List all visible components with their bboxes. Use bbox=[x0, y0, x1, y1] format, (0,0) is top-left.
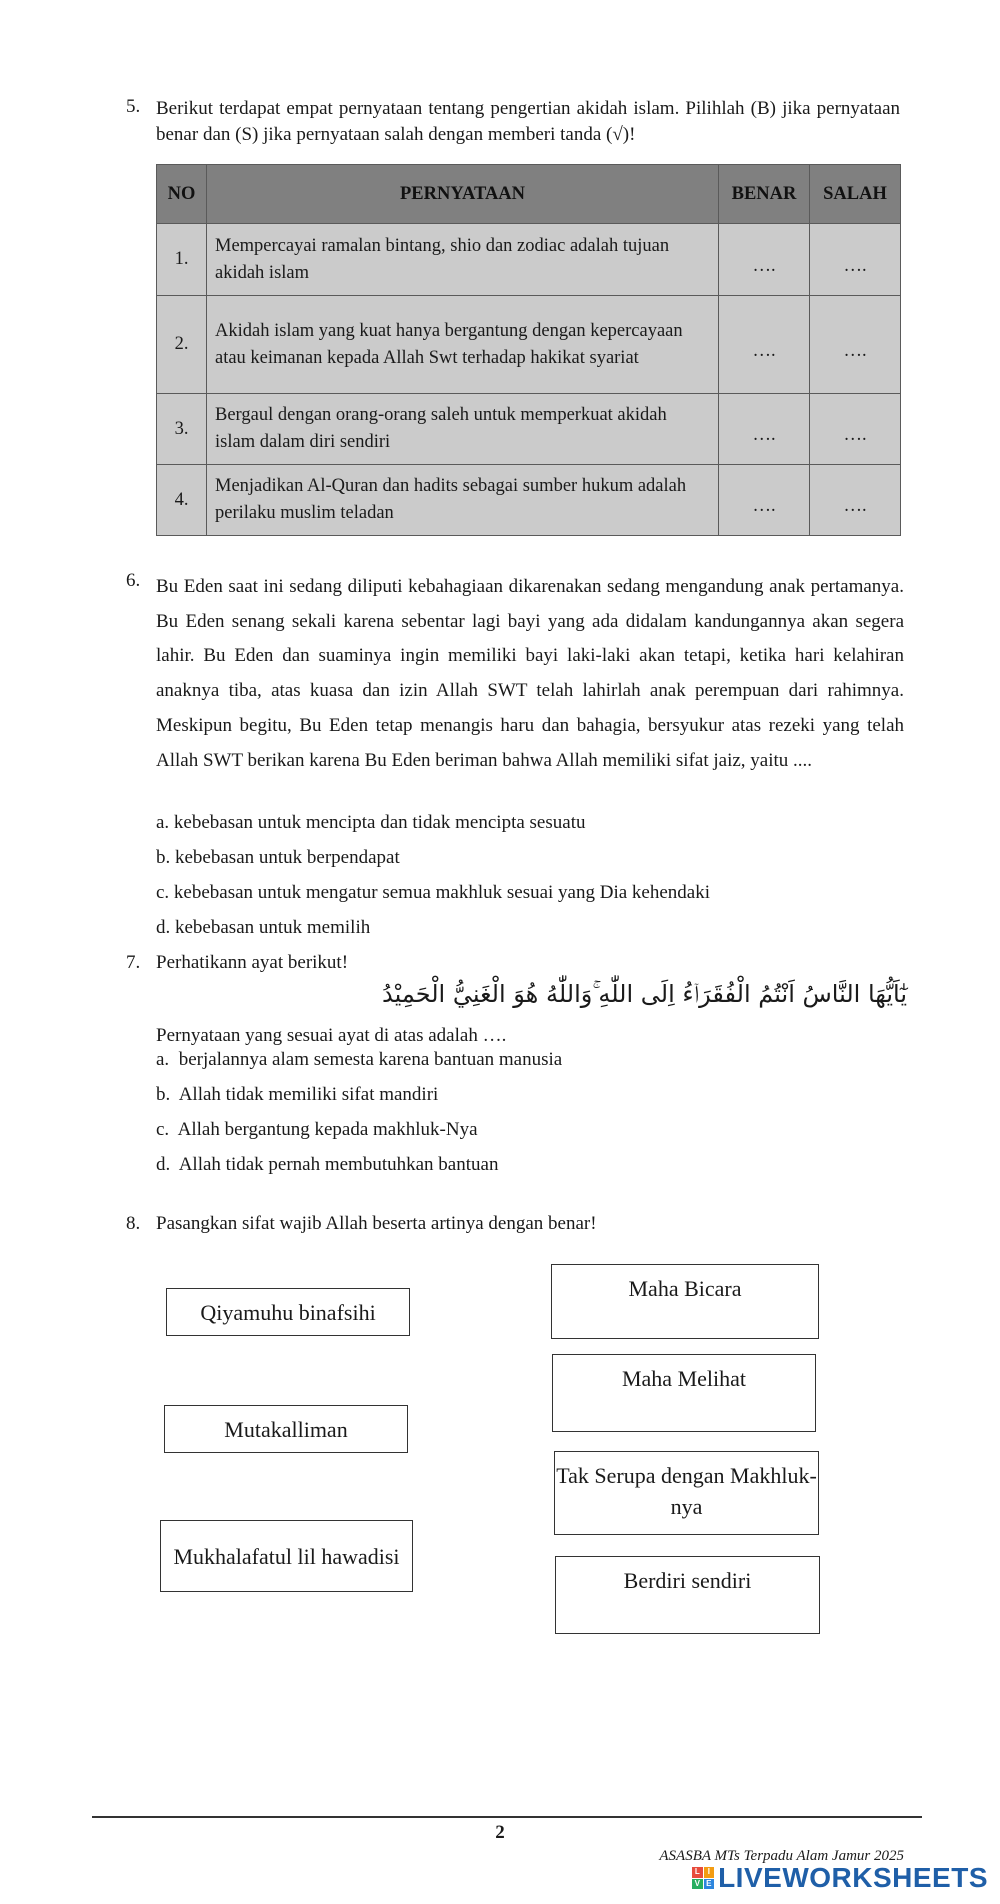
q7-question: Pernyataan yang sesuai ayat di atas adalah …. bbox=[156, 1025, 507, 1046]
row-number: 1. bbox=[157, 224, 207, 296]
row-statement: Menjadikan Al-Quran dan hadits sebagai sumber hukum adalah perilaku muslim teladan bbox=[207, 465, 719, 536]
q7-number: 7. bbox=[126, 952, 141, 973]
q6-option-c[interactable]: c. kebebasan untuk mengatur semua makhluk sesuai yang Dia kehendaki bbox=[156, 882, 710, 903]
option-letter: d. bbox=[156, 1154, 171, 1175]
q7-option-b[interactable] bbox=[156, 1084, 438, 1106]
q7-prompt: Perhatikann ayat berikut! bbox=[156, 952, 349, 973]
row-number: 2. bbox=[157, 296, 207, 394]
q7-option-a[interactable] bbox=[156, 1049, 562, 1071]
q8-number: 8. bbox=[126, 1213, 141, 1234]
salah-answer-blank[interactable]: …. bbox=[810, 465, 901, 536]
salah-answer-blank[interactable]: …. bbox=[810, 296, 901, 394]
option-text: Allah bergantung kepada makhluk-Nya bbox=[177, 1119, 478, 1140]
liveworksheets-mark-icon bbox=[692, 1867, 714, 1889]
row-statement: Akidah islam yang kuat hanya bergantung dengan kepercayaan atau keimanan kepada Allah Swt terhadap hakikat syariat bbox=[207, 296, 719, 394]
benar-answer-blank[interactable]: …. bbox=[719, 296, 810, 394]
option-letter: a. bbox=[156, 1049, 170, 1070]
row-statement: Mempercayai ramalan bintang, shio dan zodiac adalah tujuan akidah islam bbox=[207, 224, 719, 296]
header-statement: PERNYATAAN bbox=[207, 165, 719, 224]
option-letter: c. bbox=[156, 1119, 170, 1140]
q6-number: 6. bbox=[126, 570, 141, 591]
option-letter: b. bbox=[156, 1084, 171, 1105]
salah-answer-blank[interactable]: …. bbox=[810, 224, 901, 296]
header-benar: BENAR bbox=[719, 165, 810, 224]
school-footer: ASASBA MTs Terpadu Alam Jamur 2025 bbox=[659, 1848, 904, 1864]
benar-answer-blank[interactable]: …. bbox=[719, 465, 810, 536]
q5-statement-table bbox=[156, 164, 901, 536]
salah-answer-blank[interactable]: …. bbox=[810, 394, 901, 465]
match-left-mukhalafatul[interactable]: Mukhalafatul lil hawadisi bbox=[160, 1520, 413, 1592]
option-text: berjalannya alam semesta karena bantuan manusia bbox=[178, 1049, 563, 1070]
benar-answer-blank[interactable]: …. bbox=[719, 224, 810, 296]
q6-option-a[interactable]: a. kebebasan untuk mencipta dan tidak mencipta sesuatu bbox=[156, 812, 586, 833]
row-number: 4. bbox=[157, 465, 207, 536]
q8-prompt: Pasangkan sifat wajib Allah beserta artinya dengan benar! bbox=[156, 1213, 597, 1234]
q6-option-b[interactable]: b. kebebasan untuk berpendapat bbox=[156, 847, 400, 868]
match-right-berdiri-sendiri[interactable]: Berdiri sendiri bbox=[555, 1556, 820, 1634]
match-right-tak-serupa[interactable]: Tak Serupa dengan Makhluk-nya bbox=[554, 1451, 819, 1535]
table-row bbox=[157, 394, 901, 465]
liveworksheets-wordmark: LIVEWORKSHEETS bbox=[718, 1862, 988, 1893]
table-row bbox=[157, 224, 901, 296]
mark-letter-v: V bbox=[692, 1879, 703, 1890]
header-no: NO bbox=[157, 165, 207, 224]
mark-letter-i: I bbox=[704, 1867, 715, 1878]
q6-text: Bu Eden saat ini sedang diliputi kebahagiaan dikarenakan sedang mengandung anak pertamanya. Bu Eden senang sekali karena sebentar lagi bayi yang ada didalam kandungannya akan segera lahir. Bu Eden dan suaminya ingin memiliki bayi laki-laki akan tetapi, ketika hari kelahiran anaknya tiba, atas kuasa dan izin Allah SWT telah lahirlah anak perempuan dari rahimnya. Meskipun begitu, Bu Eden tetap menangis haru dan bahagia, bersyukur atas rezeki yang telah Allah SWT berikan karena Bu Eden beriman bahwa Allah memiliki sifat jaiz, yaitu .... bbox=[156, 576, 904, 771]
benar-answer-blank[interactable]: …. bbox=[719, 394, 810, 465]
mark-letter-l: L bbox=[692, 1867, 703, 1878]
mark-letter-e: E bbox=[704, 1879, 715, 1890]
q5-instruction: Berikut terdapat empat pernyataan tentang pengertian akidah islam. Pilihlah (B) jika pernyataan benar dan (S) jika pernyataan salah dengan memberi tanda (√)! bbox=[156, 98, 900, 145]
row-statement: Bergaul dengan orang-orang saleh untuk memperkuat akidah islam dalam diri sendiri bbox=[207, 394, 719, 465]
match-right-maha-bicara[interactable]: Maha Bicara bbox=[551, 1264, 819, 1339]
q7-option-c[interactable] bbox=[156, 1119, 478, 1141]
q5-number: 5. bbox=[126, 96, 141, 117]
header-salah: SALAH bbox=[810, 165, 901, 224]
q7-arabic-verse: يٰٓاَيُّهَا النَّاسُ اَنْتُمُ الْفُقَرَاۤءُ اِلَى اللّٰهِ ۚوَاللّٰهُ هُوَ الْغَنِيُّ الْحَمِيْدُ bbox=[382, 980, 907, 1008]
liveworksheets-logo[interactable] bbox=[692, 1862, 988, 1894]
page-number: 2 bbox=[495, 1822, 505, 1843]
table-row bbox=[157, 465, 901, 536]
q7-option-d[interactable] bbox=[156, 1154, 498, 1176]
table-row bbox=[157, 296, 901, 394]
match-right-maha-melihat[interactable]: Maha Melihat bbox=[552, 1354, 816, 1432]
footer-rule bbox=[92, 1816, 922, 1818]
row-number: 3. bbox=[157, 394, 207, 465]
match-left-qiyamuhu[interactable]: Qiyamuhu binafsihi bbox=[166, 1288, 410, 1336]
q6-option-d[interactable]: d. kebebasan untuk memilih bbox=[156, 917, 371, 938]
option-text: Allah tidak pernah membutuhkan bantuan bbox=[178, 1154, 499, 1175]
match-left-mutakalliman[interactable]: Mutakalliman bbox=[164, 1405, 408, 1453]
option-text: Allah tidak memiliki sifat mandiri bbox=[178, 1084, 439, 1105]
